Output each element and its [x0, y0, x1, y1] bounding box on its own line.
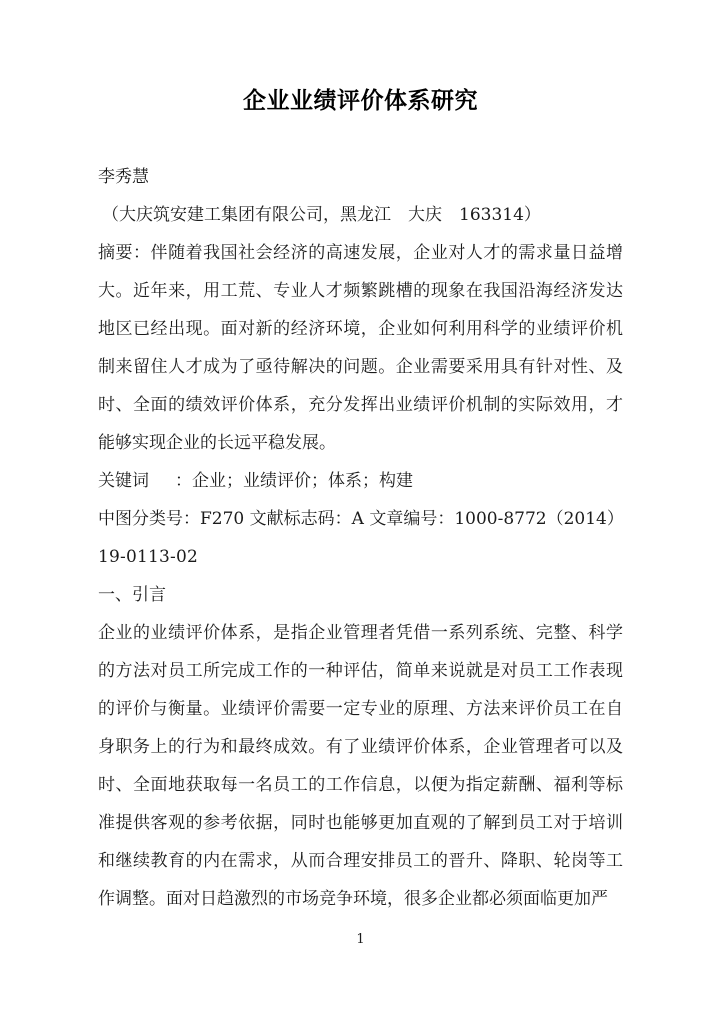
- section-heading-introduction: 一、引言: [98, 584, 166, 605]
- article-number-continuation: 19-0113-02: [98, 546, 199, 567]
- page-number: 1: [356, 932, 365, 947]
- author-affiliation: （大庆筑安建工集团有限公司，黑龙江 大庆 163314）: [102, 204, 541, 225]
- classification-codes-line: 中图分类号：F270 文献标志码：A 文章编号：1000-8772（2014）: [98, 508, 624, 529]
- page-content: [98, 0, 623, 918]
- body-paragraph: 企业的业绩评价体系，是指企业管理者凭借一系列系统、完整、科学的方法对员工所完成工作的一种评估，简单来说就是对员工工作表现的评价与衡量。业绩评价需要一定专业的原理、方法来评价员工在自身职务上的行为和最终成效。有了业绩评价体系，企业管理者可以及时、全面地获取每一名员工的工作信息，以便为指定薪酬、福利等标准提供客观的参考依据，同时也能够更加直观的了解到员工对于培训和继续教育的内在需求，从而合理安排员工的晋升、降职、轮岗等工作调整。面对日趋激烈的市场竞争环境，很多企业都必须面临更加严: [98, 622, 623, 909]
- article-metadata: [98, 158, 623, 576]
- keywords-line: [98, 462, 623, 500]
- page-title: 企业业绩评价体系研究: [243, 87, 478, 114]
- keywords-label: 关键词: [98, 470, 149, 491]
- abstract-paragraph: 摘要：伴随着我国社会经济的高速发展，企业对人才的需求量日益增大。近年来，用工荒、专业人才频繁跳槽的现象在我国沿海经济发达地区已经出现。面对新的经济环境，企业如何利用科学的业绩评价机制来留住人才成为了亟待解决的问题。企业需要采用具有针对性、及时、全面的绩效评价体系，充分发挥出业绩评价机制的实际效用，才能够实现企业的长远平稳发展。: [98, 242, 623, 453]
- keywords-value: 企业；业绩评价；体系；构建: [192, 470, 413, 491]
- author-name: 李秀慧: [98, 166, 149, 187]
- keywords-separator: ：: [175, 470, 192, 491]
